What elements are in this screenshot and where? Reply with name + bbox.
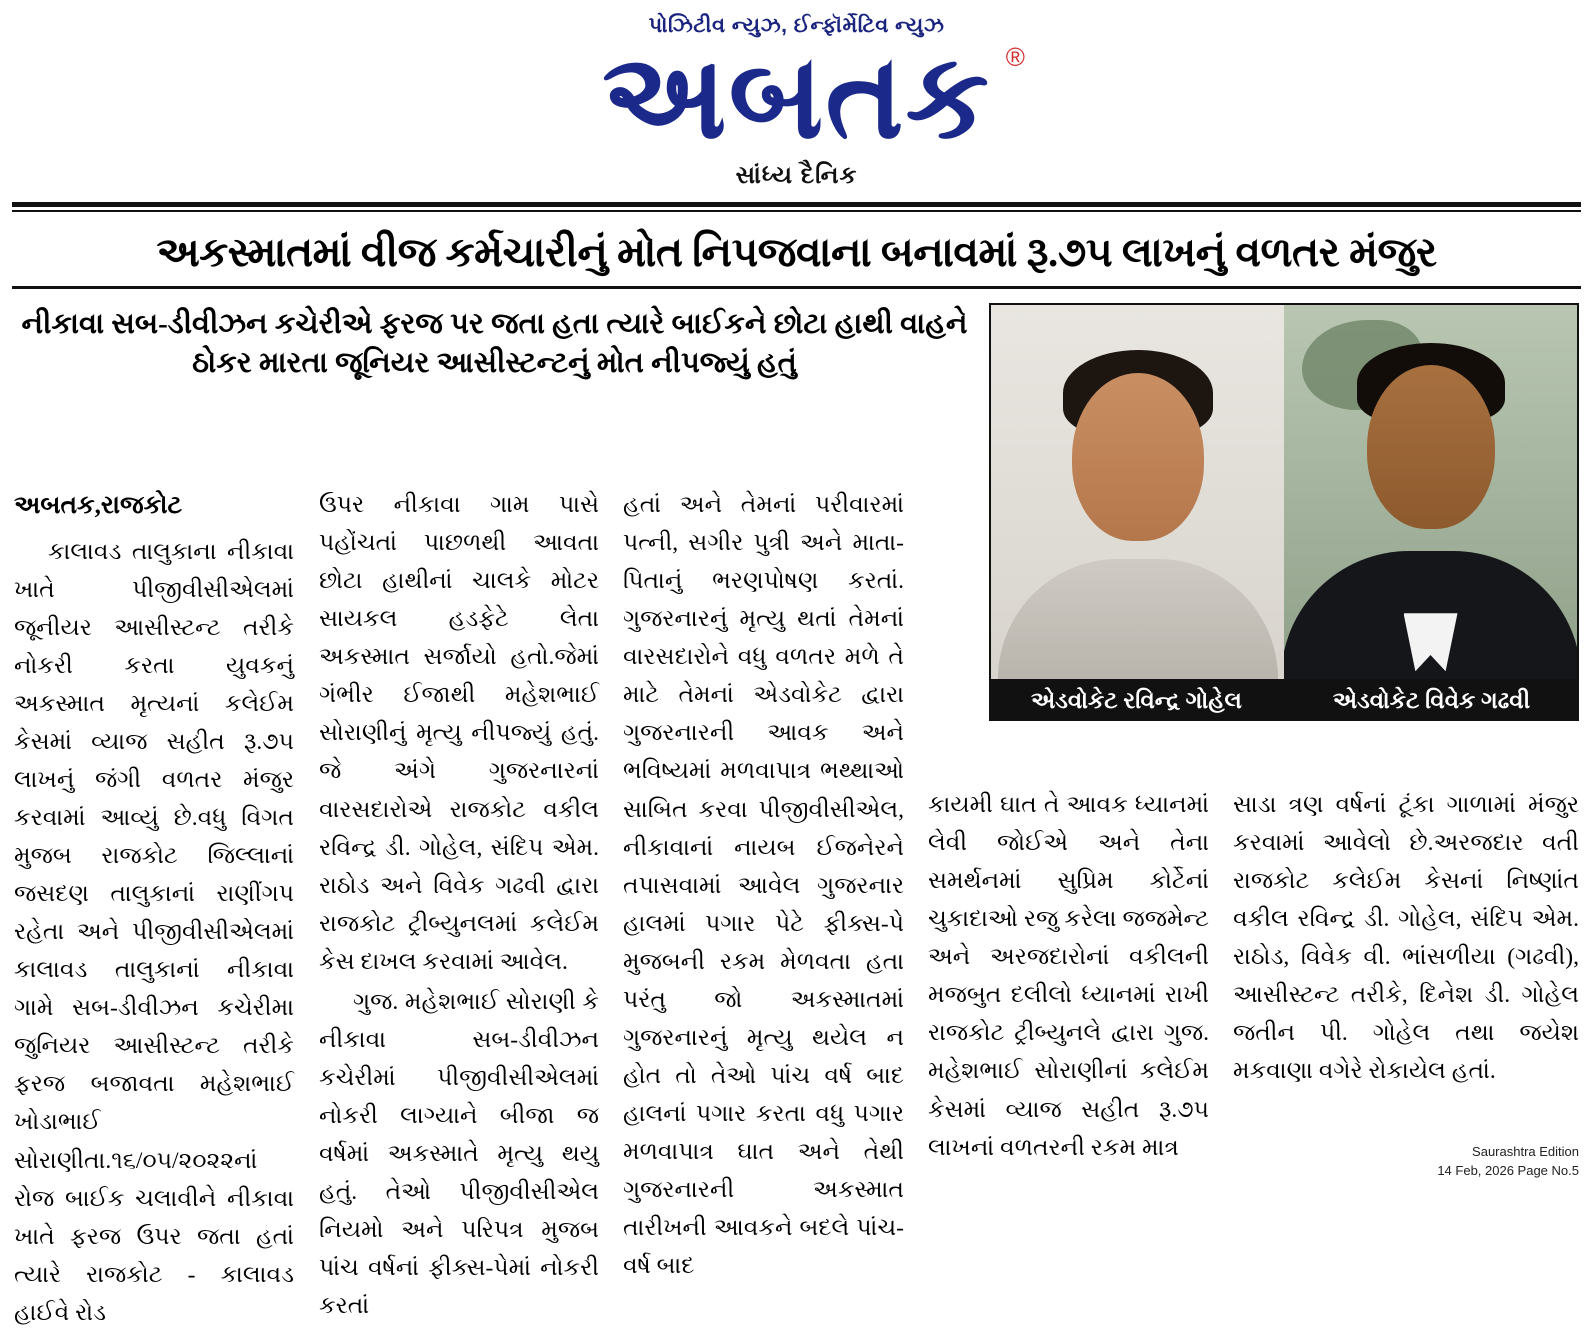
paragraph: સાડા ત્રણ વર્ષનાં ટૂંકા ગાળામાં મંજુર કરવામાં આવેલો છે.અરજદાર વતી રાજકોટ કલેઈમ કેસનાં નિષ્ણાંત વકીલ રવિન્દ્ર ડી. ગોહેલ, સંદિપ એમ. રાઠોડ, વિવેક વી. ભાંસળીયા (ગઢવી), આસીસ્ટન્ટ તરીકે, દિનેશ ડી. ગોહેલ જતીન પી. ગોહેલ તથા જયેશ મકવાણા વગેરે રોકાયેલ હતાં. [1233,792,1579,1085]
portrait-photo-right [1284,305,1577,679]
edition-label: Saurashtra Edition [1472,1144,1579,1160]
masthead-subtitle: સાંધ્ય દૈનિક [735,161,858,189]
masthead-divider-thick [12,202,1581,207]
paragraph: ઉપર નીકાવા ગામ પાસે પહોંચતાં પાછળથી આવતા છોટા હાથીનાં ચાલકે મોટર સાયકલ હડફેટે લેતા અકસ્માત સર્જાયો હતો.જેમાં ગંભીર ઈજાથી મહેશભાઈ સોરાણીનું મૃત્યુ નીપજ્યું હતું. જે અંગે ગુજરનારનાં વારસદારોએ રાજકોટ વકીલ રવિન્દ્ર ડી. ગોહેલ, સંદિપ એમ. રાઠોડ અને વિવેક ગઢવી દ્વારા રાજકોટ ટ્રીબ્યુનલમાં કલેઈમ કેસ દાખલ કરવામાં આવેલ. [319,492,599,975]
masthead-divider-thin [12,210,1581,212]
page-footer [1437,1143,1579,1181]
paragraph: કાયમી ઘાત તે આવક ધ્યાનમાં લેવી જોઈએ અને તેના સમર્થનમાં સુપ્રિમ કોર્ટેનાં ચુકાદાઓ રજુ કરેલા જજમેન્ટ અને અરજદારોનાં વકીલની મજબુત દલીલો ધ્યાનમાં રાખી રાજકોટ ટ્રીબ્યુનલે દ્વારા ગુજ. મહેશભાઈ સોરાણીનાં કલેઈમ કેસમાં વ્યાજ સહીત રૂ.૭૫ લાખનાં વળતરની રકમ માત્ર [928,792,1209,1161]
article-column-4 [916,786,1221,1161]
photo-block [989,303,1579,721]
photo-caption-bar [989,681,1579,721]
portrait-photo-left [991,305,1284,679]
photo-pair [989,303,1579,681]
article-dateline: અબતક,રાજકોટ [14,492,183,519]
masthead-title-wrap [602,32,1025,163]
photo-caption-left: એડવોકેટ રવિન્દ્ર ગોહેલ [1031,688,1242,714]
paragraph: ગુજ. મહેશભાઈ સોરાણી કે નીકાવા સબ-ડીવીઝન કચેરીમાં પીજીવીસીએલમાં નોકરી લાગ્યાને બીજા જ વર્ષમાં અકસ્માતે મૃત્યુ થયુ હતું. તેઓ પીજીવીસીએલ નિયમો અને પરિપત્ર મુજબ પાંચ વર્ષનાં ફીક્સ-પેમાં નોકરી કરતાં [319,988,599,1320]
registered-trademark-icon: ® [1005,42,1025,72]
date-page-label: 14 Feb, 2026 Page No.5 [1437,1163,1579,1179]
portrait-left-body [998,559,1278,679]
portrait-left-face [1072,373,1204,541]
article-body-left-columns [14,486,913,1326]
article-subheadline: નીકાવા સબ-ડીવીઝન કચેરીએ ફરજ પર જતા હતા ત્યારે બાઈકને છોટા હાથી વાહને ઠોકર મારતા જૂનિયર આસીસ્ટન્ટનું મોત નીપજ્યું હતું [21,308,968,380]
photo-caption-right: એડવોકેટ વિવેક ગઢવી [1332,688,1531,714]
paragraph: કાલાવડ તાલુકાના નીકાવા ખાતે પીજીવીસીએલમાં જૂનીયર આસીસ્ટન્ટ તરીકે નોકરી કરતા યુવકનું અકસ્માત મૃત્યનાં કલેઈમ કેસમાં વ્યાજ સહીત રૂ.૭૫ લાખનું જંગી વળતર મંજુર કરવામાં આવ્યું છે.વધુ વિગત મુજબ રાજકોટ જિલ્લાનાં જસદણ તાલુકાનાં રાણીંગપ રહેતા અને પીજીવીસીએલમાં કાલાવડ તાલુકાનાં નીકાવા ગામે સબ-ડીવીઝન કચેરીમા જુનિયર આસીસ્ટન્ટ તરીકે ફરજ બજાવતા મહેશભાઈ ખોડાભાઈ સોરાણીતા.૧૬/૦૫/૨૦૨૨નાં રોજ બાઈક ચલાવીને નીકાવા ખાતે ફરજ ઉપર જતા હતાં ત્યારે રાજકોટ - કાલાવડ હાઈવે રોડ [14,538,294,1326]
masthead-tagline: પોઝિટીવ ન્યુઝ, ઈન્ફૉર્મેટિવ ન્યુઝ [648,14,945,37]
masthead [0,0,1593,190]
article-column-2 [306,486,611,1320]
article-column-3 [611,486,916,1280]
article-column-5 [1221,786,1579,1143]
paragraph: હતાં અને તેમનાં પરીવારમાં પત્ની, સગીર પુત્રી અને માતા-પિતાનું ભરણપોષણ કરતાં. ગુજરનારનું મૃત્યુ થતાં તેમનાં વારસદારોને વધુ વળતર મળે તે માટે તેમનાં એડવોકેટ દ્વારા ગુજરનારની આવક અને ભવિષ્યમાં મળવાપાત્ર ભથ્થાઓ સાબિત કરવા પીજીવીસીએલ, નીકાવાનાં નાયબ ઈજનેરને તપાસવામાં આવેલ ગુજરનાર હાલમાં પગાર પેટે ફીક્સ-પે મુજબની રકમ મેળવતા હતા પરંતુ જો અકસ્માતમાં ગુજરનારનું મૃત્યુ થયેલ ન હોત તો તેઓ પાંચ વર્ષ બાદ હાલનાં પગાર કરતા વધુ પગાર મળવાપાત્ર ઘાત અને તેથી ગુજરનારની અકસ્માત તારીખની આવકને બદલે પાંચ-વર્ષ બાદ [623,492,904,1280]
portrait-right-face [1367,365,1495,529]
headline-divider [12,286,1581,289]
article-headline: અકસ્માતમાં વીજ કર્મચારીનું મોત નિપજવાના બનાવમાં રૂ.૭૫ લાખનું વળતર મંજુર [156,228,1437,275]
article-column-1 [14,486,306,1326]
newspaper-logo-title: અબતક [602,32,991,163]
